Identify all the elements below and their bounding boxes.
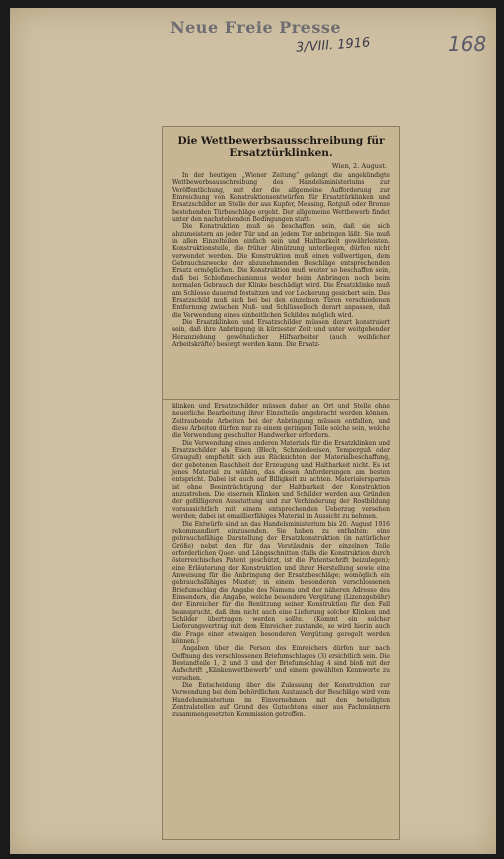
clipping-lower-piece [163, 400, 399, 838]
archive-sheet [10, 8, 496, 854]
newspaper-clipping [162, 126, 400, 840]
article-dateline: Wien, 2. August. [331, 162, 387, 170]
article-body-top [172, 172, 390, 348]
article-paragraph: Die Konstruktion muß so beschaffen sein, daß sie sich abzumeistern an jeder Tür und an jedem Tor anbringen läßt. Sie muß in allen Einzelteilen einfach sein und Haltbarkeit gewährleisten. Konstruktionsteile, die früher Abnützung unterliegen, dürfen nicht verwendet werden. Die Konstruktion muß einen vollwertigen, dem Gebrauchszwecke der abzunehmenden Beschläge entsprechenden Ersatz ermöglichen. Die Konstruktion muß weiter so beschaffen sein, daß bei Schloßmechanismus weder beim Anbringen noch beim normalen Gebrauch der Klinke beschädigt wird. Die Ersatzklinke muß am Schlosse dauernd festsitzen und vor Lockerung gesichert sein. Das Ersatzschild muß sich bei bei den einzelnen Türen verschiedenen Entfernung zwischen Nuß- und Schlüsselloch derart anpassen, daß die Verwendung eines einheitlichen Schildes möglich wird. [172, 223, 390, 319]
article-paragraph: Die Ersatzklinken und Ersatzschilder müssen derart konstruiert sein, daß ihre Anbringung in kürzester Zeit und unter weitgehender Heranziehung gewöhnlicher Hilfsarbeiter (auch weiblicher Arbeitskräfte) besorgt werden kann. Die Ersatz- [172, 318, 390, 348]
clipping-upper-piece [163, 127, 399, 400]
article-paragraph: Angaben über die Person des Einreichers dürfen nur nach Oeffnung des verschlossenen Briefumschlages (3) ersichtlich sein. Die Bestandteile 1, 2 und 3 und der Briefumschlag 4 sind bloß mit der Aufschrift „Klinkenwettbewerb“ und einem gewählten Kennworte zu versehen. [172, 645, 390, 682]
article-paragraph: Die Verwendung eines anderen Materials für die Ersatzklinken und Ersatzschilder als Eisen (Blech, Schmiedeeisen, Temperguß oder Grauguß) empfiehlt sich aus Rücksichten der Materialbeschaffung, der gebotenen Raschheit der Erzeugung und Haltbarkeit nicht. Es ist jenes Material zu wählen, das diesen Anforderungen am besten entspricht. Dabei ist auch auf Billigkeit zu achten. Materialersparnis ist ohne Beeinträchtigung der Haltbarkeit der Konstruktion anzustreben. Die eisernen Klinken und Schilder werden aus Gründen der gefälligeren Ausstattung und zur Verhinderung der Rostbildung voraussichtlich mit einem entsprechenden Ueberzug versehen werden; dabei ist emaillierfähiges Material in Aussicht zu nehmen. [172, 439, 390, 521]
page-number: 168 [448, 32, 487, 56]
article-paragraph: klinken und Ersatzschilder müssen daher an Ort und Stelle ohne neuerliche Bearbeitung ihrer Einzelteile angebracht werden können. Zeitraubende Arbeiten bei der Anbringung müssen entfallen, und diese Arbeiten dürfen nur zu einem geringen Teile solche sein, welche die Verwendung geschulter Handwerker erfordern. [172, 403, 390, 440]
archive-stamp: Neue Freie Presse [170, 18, 342, 37]
article-paragraph: Die Entscheidung über die Zulassung der Konstruktion zur Verwendung bei dem behördlichen Austausch der Beschläge wird vom Handelsministerium im Einvernehmen mit den beteiligten Zentralstellen auf Grund des Gutachtens einer aus Fachmännern zusammengesetzten Kommission getroffen. [172, 682, 390, 719]
handwritten-date: 3/VIII. 1916 [295, 35, 371, 56]
article-paragraph: In der heutigen „Wiener Zeitung“ gelangt die angekündigte Wettbewerbsausschreibung des Handelsministeriums zur Veröffentlichung, mit der die allgemeine Aufforderung zur Einreichung von Konstruktionsentwürfen für Ersatztürklinken und Ersatzschilder an Stelle der aus Kupfer, Messing, Rotguß oder Bronze bestehenden Türbeschläge ergeht. Der allgemeine Wettbewerb findet unter den nachstehenden Bedingungen statt: [172, 172, 390, 224]
article-body-bottom [172, 403, 390, 719]
article-paragraph: Die Entwürfe sind an das Handelsministerium bis 20. August 1916 rekommandiert einzusenden. Sie haben zu enthalten: eine gebrauchsfähige Darstellung der Ersatzkonstruktion (in natürlicher Größe) nebst den für das Verständnis der einzelnen Teile erforderlichen Quer- und Längsschnitten (falls die Konstruktion durch österreichisches Patent geschützt, ist die Patentschrift beizulegen); eine Erläuterung der Konstruktion und ihrer Herstellung sowie eine Anweisung für die Anbringung der Ersatzbeschläge; womöglich ein gebrauchsfähiges Muster; in einem besonderen verschlossenen Briefumschlag die Angabe des Namens und der näheren Adresse des Einsenders, die Angabe, welche besondere Vergütung (Lizenzgebühr) der Einreicher für die Benützung seiner Konstruktion für den Fall beansprucht, daß ihm nicht auch eine Lieferung solcher Klinken und Schilder übertragen werden sollte. (Kommt ein solcher Lieferungsvertrag mit dem Einreicher zustande, so wird hierin auch die Frage einer etwaigen besonderen Vergütung geregelt werden können.) [172, 520, 390, 645]
article-title: Die Wettbewerbsausschreibung für Ersatztürklinken. [177, 135, 385, 159]
